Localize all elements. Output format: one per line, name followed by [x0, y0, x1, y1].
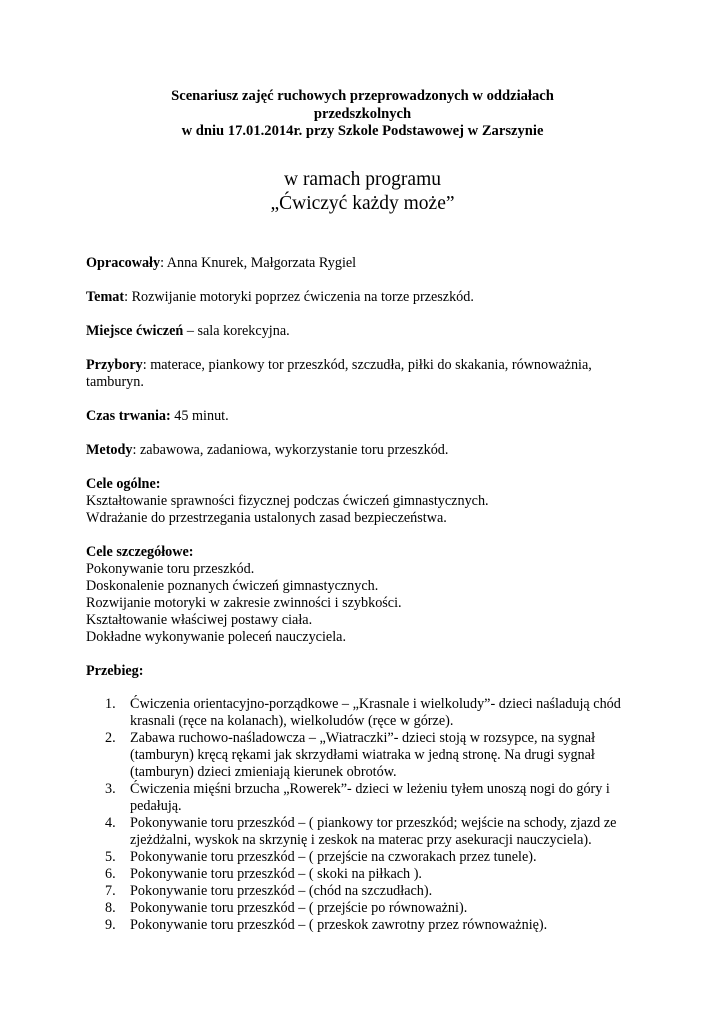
- course-step: [86, 883, 646, 900]
- authors-value: : Anna Knurek, Małgorzata Rygiel: [160, 255, 357, 271]
- course-steps-list: [86, 696, 646, 934]
- equipment-value-continued: tamburyn.: [86, 374, 144, 390]
- course-step: [86, 696, 646, 730]
- methods-field: [86, 442, 646, 459]
- step-number: 4.: [105, 815, 116, 831]
- step-text-line: (tamburyn) kręcą rękami jak skrzydłami wiatraka w jedną stronę. Na drugi sygnał: [130, 747, 595, 763]
- title-line: Scenariusz zajęć ruchowych przeprowadzonych w oddziałach: [171, 88, 554, 104]
- course-heading: Przebieg:: [86, 663, 144, 679]
- step-text-line: pedałują.: [130, 798, 182, 814]
- step-number: 8.: [105, 900, 116, 916]
- course-step: [86, 815, 646, 849]
- course-step: [86, 900, 646, 917]
- step-text-line: Pokonywanie toru przeszkód – ( przejście na czworakach przez tunele).: [130, 849, 537, 865]
- step-number: 1.: [105, 696, 116, 712]
- specific-goals-heading: Cele szczegółowe:: [86, 544, 194, 560]
- course-step: [86, 866, 646, 883]
- course-section: [86, 663, 646, 934]
- program-subtitle: [0, 168, 725, 216]
- specific-goal-item: Kształtowanie właściwej postawy ciała.: [86, 612, 313, 628]
- place-value: – sala korekcyjna.: [183, 323, 290, 339]
- subtitle-line: „Ćwiczyć każdy może”: [270, 193, 455, 214]
- step-number: 3.: [105, 781, 116, 797]
- general-goal-item: Wdrażanie do przestrzegania ustalonych zasad bezpieczeństwa.: [86, 510, 447, 526]
- methods-label: Metody: [86, 442, 133, 458]
- step-number: 7.: [105, 883, 116, 899]
- step-text-line: (tamburyn) dzieci zmieniają kierunek obrotów.: [130, 764, 397, 780]
- step-text-line: Pokonywanie toru przeszkód – ( przeskok zawrotny przez równoważnię).: [130, 917, 548, 933]
- step-text-line: Ćwiczenia mięśni brzucha „Rowerek”- dzieci w leżeniu tyłem unoszą nogi do góry i: [130, 781, 610, 797]
- step-text-line: Pokonywanie toru przeszkód – ( skoki na piłkach ).: [130, 866, 422, 882]
- specific-goal-item: Pokonywanie toru przeszkód.: [86, 561, 255, 577]
- general-goals-heading: Cele ogólne:: [86, 476, 161, 492]
- topic-value: : Rozwijanie motoryki poprzez ćwiczenia na torze przeszkód.: [124, 289, 474, 305]
- course-step: [86, 849, 646, 866]
- step-number: 5.: [105, 849, 116, 865]
- subtitle-line: w ramach programu: [283, 169, 442, 190]
- duration-value: 45 minut.: [170, 408, 229, 424]
- step-text-line: Zabawa ruchowo-naśladowcza – „Wiatraczki”- dzieci stoją w rozsypce, na sygnał: [130, 730, 596, 746]
- document-title: [0, 88, 725, 141]
- specific-goal-item: Rozwijanie motoryki w zakresie zwinności i szybkości.: [86, 595, 402, 611]
- general-goals-section: [86, 476, 646, 527]
- authors-label: Opracowały: [86, 255, 161, 271]
- equipment-label: Przybory: [86, 357, 143, 373]
- step-number: 2.: [105, 730, 116, 746]
- step-number: 9.: [105, 917, 116, 933]
- title-line: przedszkolnych: [313, 105, 412, 122]
- step-text-line: Ćwiczenia orientacyjno-porządkowe – „Krasnale i wielkoludy”- dzieci naśladują chód: [130, 696, 621, 712]
- step-text-line: Pokonywanie toru przeszkód – ( przejście po równoważni).: [130, 900, 468, 916]
- title-line: w dniu 17.01.2014r. przy Szkole Podstawowej w Zarszynie: [181, 123, 544, 139]
- course-step: [86, 730, 646, 781]
- specific-goals-section: [86, 544, 646, 646]
- step-text-line: zjeżdżalni, wyskok na skrzynię i zeskok na materac przy asekuracji nauczyciela).: [130, 832, 592, 848]
- step-text-line: Pokonywanie toru przeszkód – ( piankowy tor przeszkód; wejście na schody, zjazd ze: [130, 815, 617, 831]
- place-label: Miejsce ćwiczeń: [86, 323, 184, 339]
- general-goal-item: Kształtowanie sprawności fizycznej podczas ćwiczeń gimnastycznych.: [86, 493, 489, 509]
- topic-label: Temat: [86, 289, 125, 305]
- course-step: [86, 917, 646, 934]
- step-number: 6.: [105, 866, 116, 882]
- step-text-line: krasnali (ręce na kolanach), wielkoludów (ręce w górze).: [130, 713, 454, 729]
- methods-value: : zabawowa, zadaniowa, wykorzystanie toru przeszkód.: [132, 442, 449, 458]
- duration-label: Czas trwania:: [86, 408, 171, 424]
- equipment-field: [86, 357, 646, 391]
- specific-goal-item: Dokładne wykonywanie poleceń nauczyciela.: [86, 629, 346, 645]
- step-text-line: Pokonywanie toru przeszkód – (chód na szczudłach).: [130, 883, 433, 899]
- document-body: [86, 255, 646, 934]
- authors-field: [86, 255, 646, 272]
- course-step: [86, 781, 646, 815]
- duration-field: [86, 408, 646, 425]
- topic-field: [86, 289, 646, 306]
- equipment-value: : materace, piankowy tor przeszkód, szczudła, piłki do skakania, równoważnia,: [142, 357, 592, 373]
- specific-goal-item: Doskonalenie poznanych ćwiczeń gimnastycznych.: [86, 578, 379, 594]
- place-field: [86, 323, 646, 340]
